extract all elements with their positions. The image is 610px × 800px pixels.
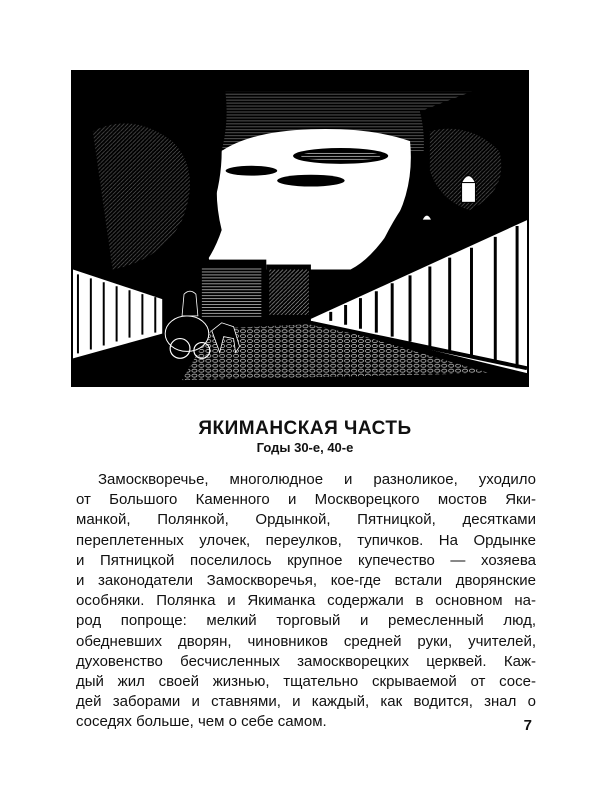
paragraph-line: род попроще: мелкий торговый и ремесленный люд, — [76, 612, 536, 630]
street-engraving-illustration — [71, 70, 529, 387]
chapter-title: ЯКИМАНСКАЯ ЧАСТЬ — [198, 418, 412, 439]
paragraph-line: переплетенных улочек, переулков, тупичков. На Ордынке — [76, 531, 536, 549]
paragraph-line: духовенство бесчисленных замоскворецких церквей. Каж- — [76, 652, 536, 670]
paragraph-line: и Пятницкой поселилось крупное купечество — хозяева — [76, 551, 536, 569]
paragraph-line: обедневших дворян, чиновников средней руки, учителей, — [76, 632, 536, 650]
chapter-subtitle: Годы 30-е, 40-е — [256, 440, 354, 455]
paragraph-line: соседях больше, чем о себе самом. — [76, 713, 327, 731]
body-paragraph — [76, 470, 536, 733]
paragraph-line: от Большого Каменного и Москворецкого мостов Яки- — [76, 491, 536, 509]
engraving-image — [73, 72, 527, 385]
paragraph-line: особняки. Полянка и Якиманка содержали в основном на- — [76, 592, 536, 610]
paragraph-line: дый жил своей жизнью, тщательно скрываемой от сосе- — [76, 673, 536, 691]
paragraph-line: Замоскворечье, многолюдное и разноликое, уходило — [98, 471, 536, 488]
paragraph-line: и законодатели Замоскворечья, кое-где встали дворянские — [76, 572, 536, 590]
paragraph-line: манкой, Полянкой, Ордынкой, Пятницкой, десятками — [76, 511, 536, 529]
page-number: 7 — [523, 717, 532, 734]
paragraph-line: дей заборами и ставнями, и каждый, как водится, знал о — [76, 693, 536, 711]
